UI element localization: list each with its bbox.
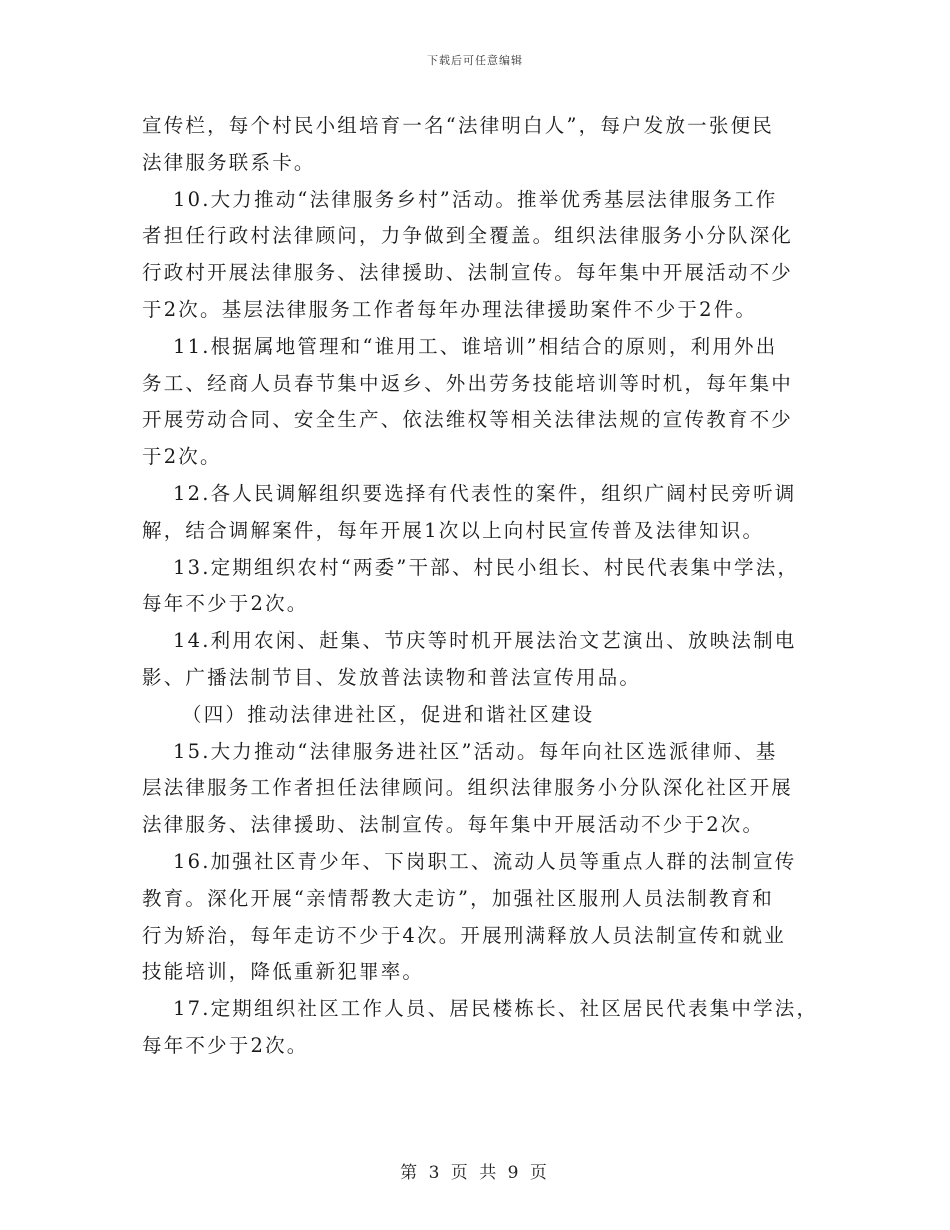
page-header-note: 下载后可任意编辑 [427,54,523,67]
text-line: 17.定期组织社区工作人员、居民楼栋长、社区居民代表集中学法， [173,997,819,1021]
paragraph-item-16 [142,844,812,991]
text-line: 法律服务联系卡。 [142,150,316,174]
text-line: 12.各人民调解组织要选择有代表性的案件，组织广阔村民旁听调 [173,481,797,505]
text-line: 于2次。基层法律服务工作者每年办理法律援助案件不少于2件。 [142,297,758,321]
document-body [142,108,819,1065]
page-number: 第 3 页 共 9 页 [400,1163,550,1183]
paragraph-item-17 [142,991,819,1065]
paragraph-item-11 [142,329,812,476]
text-line: 16.加强社区青少年、下岗职工、流动人员等重点人群的法制宣传 [173,849,797,873]
text-line: 行政村开展法律服务、法律援助、法制宣传。每年集中开展活动不少 [142,261,794,285]
section-heading [142,697,812,734]
text-line: 行为矫治，每年走访不少于4次。开展刑满释放人员法制宣传和就业 [142,923,786,947]
text-line: 者担任行政村法律顾问，力争做到全覆盖。组织法律服务小分队深化 [142,224,794,248]
text-line: 开展劳动合同、安全生产、依法维权等相关法律法规的宣传教育不少 [142,408,794,432]
paragraph-item-13 [142,550,812,624]
paragraph-continuation [142,108,812,182]
text-line: 法律服务、法律援助、法制宣传。每年集中开展活动不少于2次。 [142,813,765,837]
text-line: 15.大力推动“法律服务进社区”活动。每年向社区选派律师、基 [173,739,778,763]
paragraph-item-15 [142,734,812,844]
text-line: 10.大力推动“法律服务乡村”活动。推举优秀基层法律服务工作 [173,187,778,211]
text-line: 层法律服务工作者担任法律顾问。组织法律服务小分队深化社区开展 [142,776,794,800]
text-line: 每年不少于2次。 [142,1033,309,1057]
text-line: 宣传栏，每个村民小组培育一名“法律明白人”，每户发放一张便民 [142,114,774,137]
text-line: 务工、经商人员春节集中返乡、外出劳务技能培训等时机，每年集中 [142,371,794,395]
text-line: 13.定期组织农村“两委”干部、村民小组长、村民代表集中学法， [173,555,800,579]
paragraph-item-14 [142,623,812,697]
text-line: 技能培训，降低重新犯罪率。 [142,960,425,984]
text-line: 于2次。 [142,445,222,469]
paragraph-item-12 [142,476,812,550]
text-line: 14.利用农闲、赶集、节庆等时机开展法治文艺演出、放映法制电 [173,629,797,653]
text-line: 影、广播法制节目、发放普法读物和普法宣传用品。 [142,665,642,689]
text-line: 每年不少于2次。 [142,592,309,616]
paragraph-item-10 [142,182,812,329]
text-line: 解，结合调解案件，每年开展1次以上向村民宣传普及法律知识。 [142,518,765,542]
text-line: 教育。深化开展“亲情帮教大走访”，加强社区服刑人员法制教育和 [142,886,774,910]
text-line: （四）推动法律进社区，促进和谐社区建设 [182,702,595,726]
text-line: 11.根据属地管理和“谁用工、谁培训”相结合的原则，利用外出 [173,334,778,358]
